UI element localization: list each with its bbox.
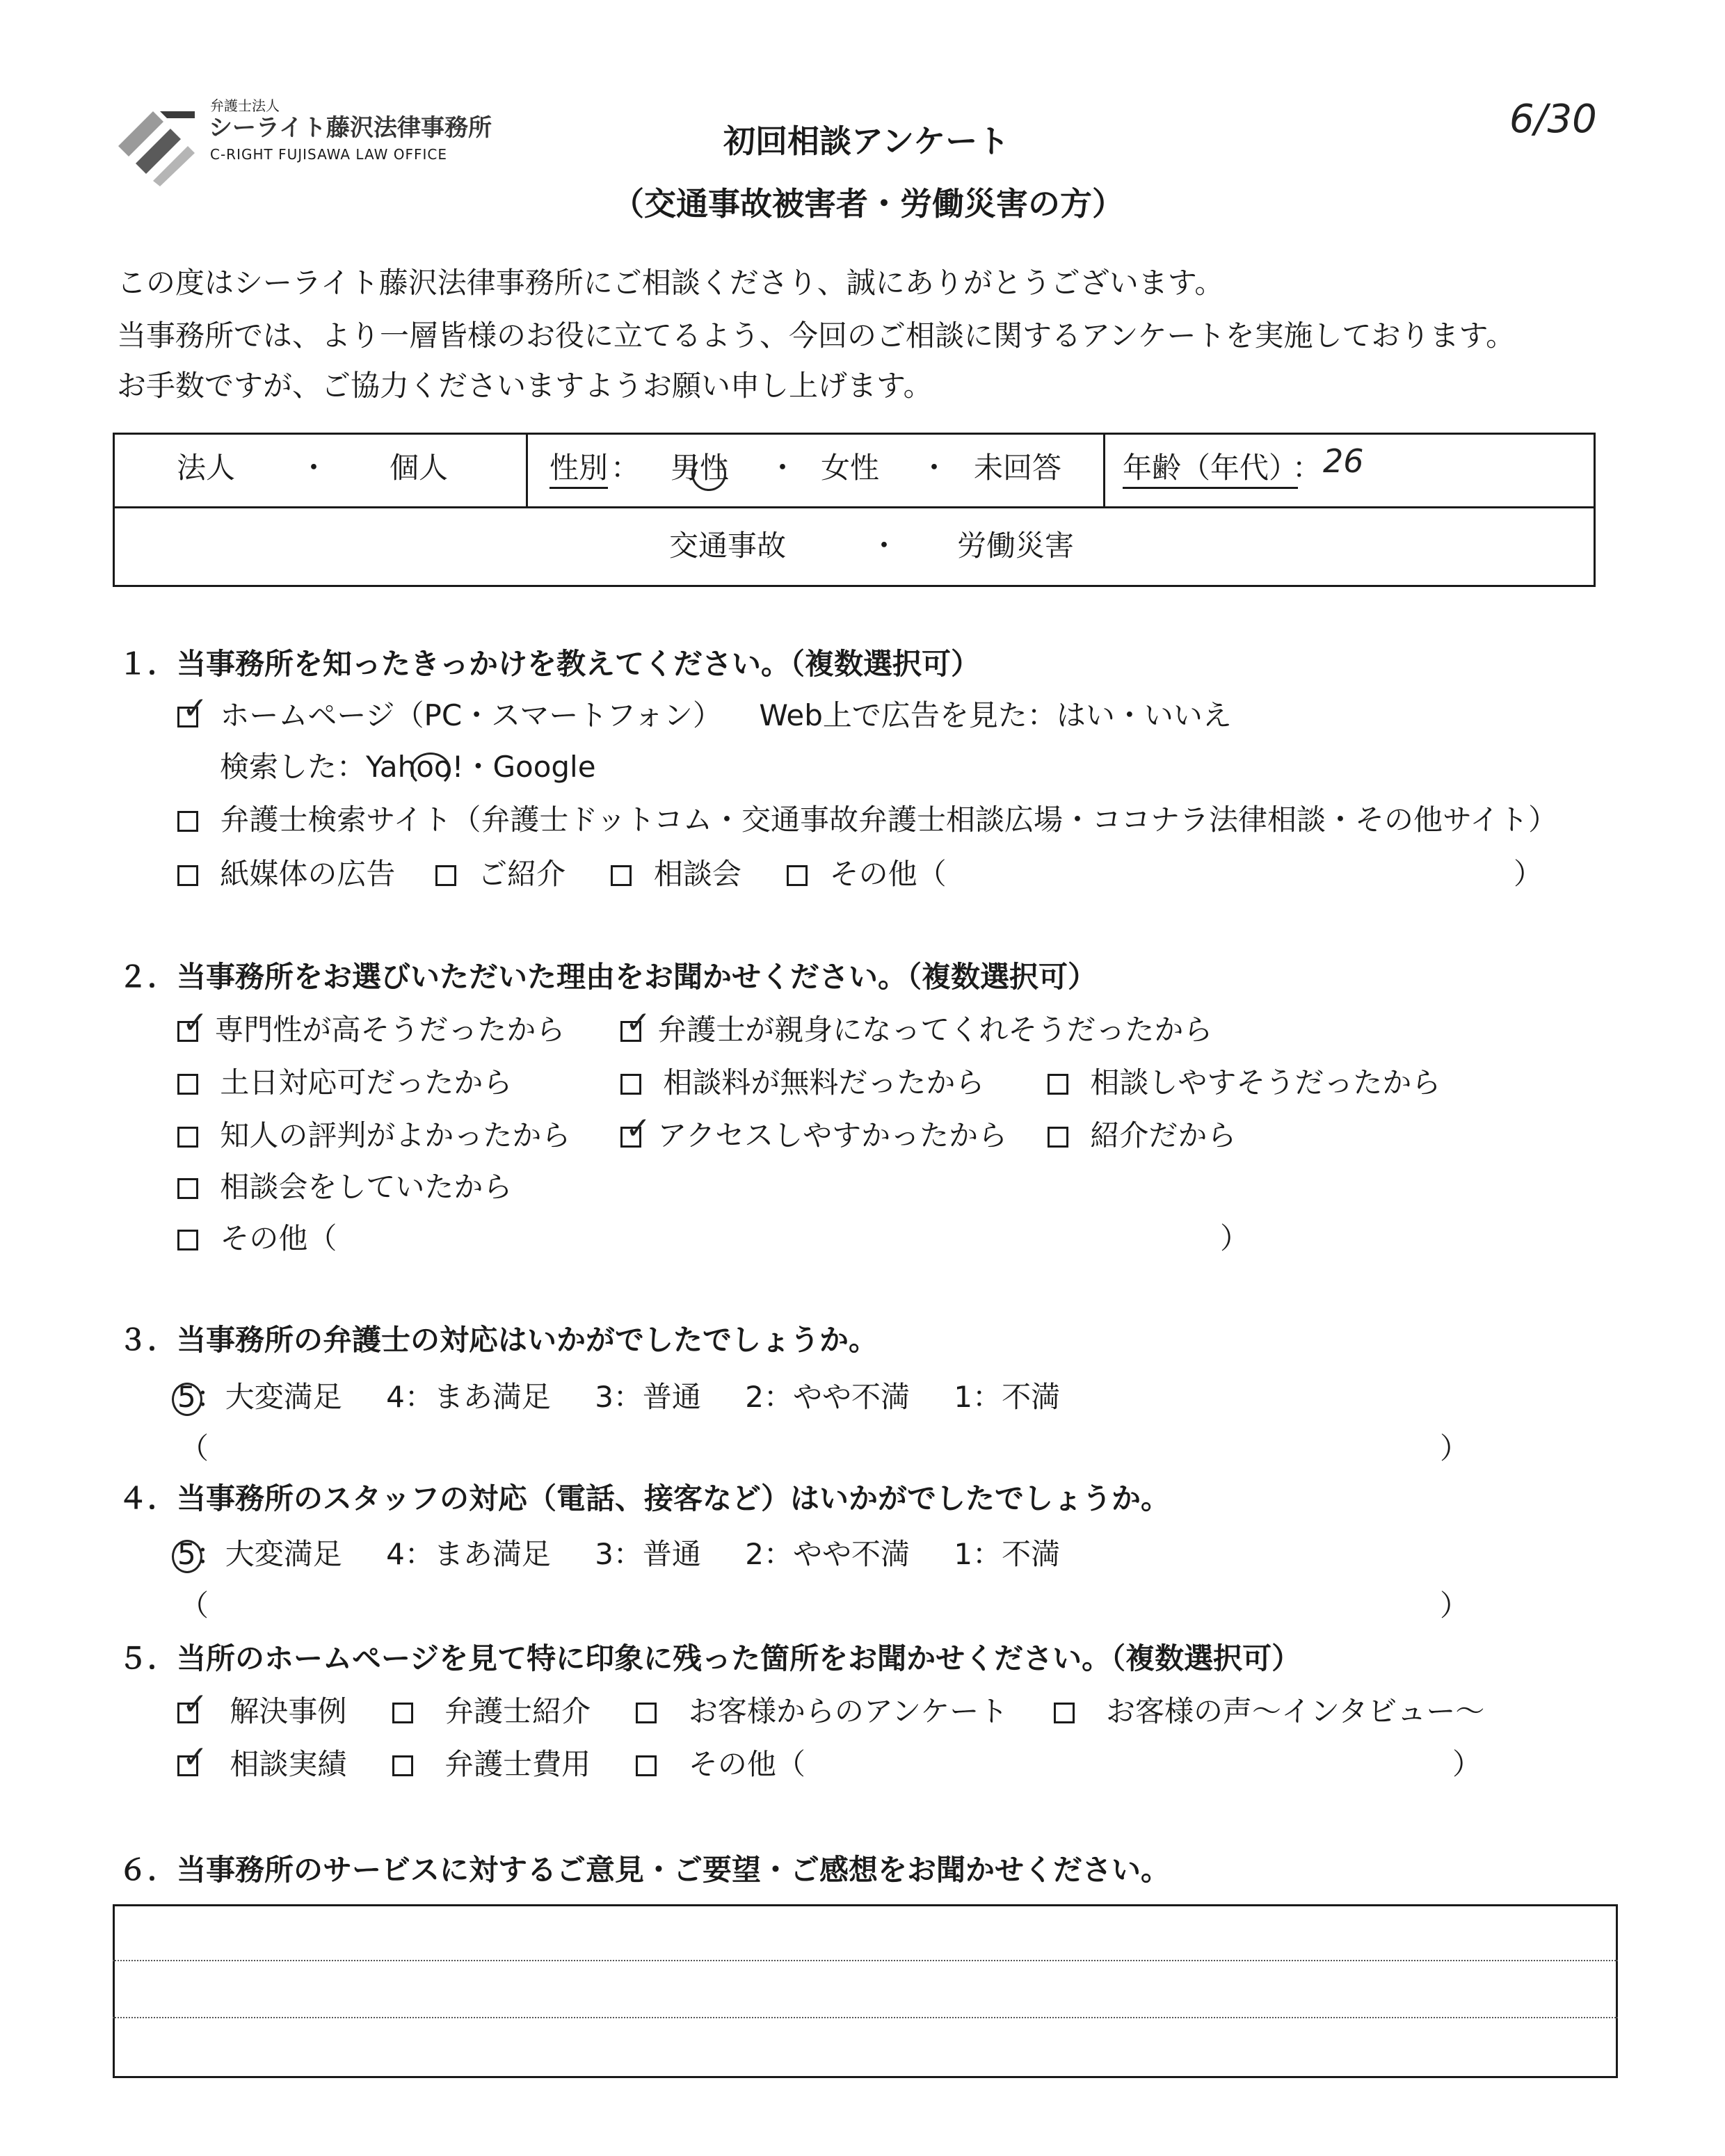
q5-other-close: ） — [1452, 1747, 1482, 1781]
separator-dot: ・ — [869, 529, 899, 563]
q1-paper-label: 紙媒体の広告 — [220, 857, 396, 891]
q5-survey-label: お客様からのアンケート — [688, 1694, 1009, 1728]
q5-survey-checkbox[interactable] — [636, 1703, 657, 1723]
q4-option-2[interactable]: 2：やや不満 — [745, 1537, 910, 1571]
q2-row-1b — [620, 1005, 1213, 1047]
q2-row-4 — [177, 1170, 512, 1205]
q5-voice-checkbox[interactable] — [1054, 1703, 1075, 1723]
q3-option-3[interactable]: 3：普通 — [595, 1380, 701, 1414]
q1-title: １．当事務所を知ったきっかけを教えてください。（複数選択可） — [118, 647, 981, 681]
q2-free-label: 相談料が無料だったから — [663, 1065, 985, 1100]
q2-access-checkbox[interactable] — [620, 1111, 651, 1148]
logo-name: シーライト藤沢法律事務所 — [209, 114, 492, 142]
option-male[interactable]: 男性 — [671, 451, 730, 485]
q6-ruled-line-1 — [113, 1960, 1618, 1961]
option-no-answer[interactable]: 未回答 — [974, 451, 1062, 485]
q2-seminar-label: 相談会をしていたから — [220, 1170, 513, 1204]
info-table-hline — [113, 506, 1596, 508]
separator-dot: ・ — [920, 451, 949, 485]
info-table-vline-2 — [1103, 433, 1105, 508]
q6-comment-box[interactable] — [113, 1904, 1618, 2078]
q2-expertise-label: 専門性が高そうだったから — [214, 1013, 565, 1047]
separator-dot: ・ — [299, 451, 329, 485]
q5-results-label: 相談実績 — [230, 1747, 347, 1781]
q4-comment-close: ） — [1440, 1588, 1470, 1623]
option-labor[interactable]: 労働災害 — [957, 529, 1075, 563]
age-label: 年齢（年代） — [1123, 451, 1298, 489]
q3-title: ３．当事務所の弁護士の対応はいかがでしたでしょうか。 — [118, 1323, 878, 1357]
q4-option-3[interactable]: 3：普通 — [595, 1537, 701, 1571]
check-mark-icon: ✓ — [625, 1005, 651, 1040]
q3-option-1[interactable]: 1：不満 — [954, 1380, 1061, 1414]
q2-referral-checkbox[interactable] — [1048, 1127, 1068, 1148]
q2-caring-checkbox[interactable] — [620, 1005, 651, 1042]
q1-portal-label: 弁護士検索サイト（弁護士ドットコム・交通事故弁護士相談広場・ココナラ法律相談・その他サイト） — [220, 803, 1558, 837]
info-table-vline-1 — [526, 433, 528, 508]
q1-other-label: その他（ — [829, 857, 947, 891]
q3-scale — [177, 1380, 1060, 1415]
check-mark-icon: ✓ — [182, 1739, 208, 1775]
q1-seminar-checkbox[interactable] — [611, 865, 632, 886]
q1-homepage-checkbox[interactable] — [177, 691, 208, 727]
q5-fees-checkbox[interactable] — [392, 1755, 413, 1776]
q2-row-5 — [177, 1221, 337, 1256]
q4-option-1[interactable]: 1：不満 — [954, 1537, 1061, 1571]
q5-title: ５．当所のホームページを見て特に印象に残った箇所をお聞かせください。（複数選択可） — [118, 1641, 1301, 1675]
q6-title: ６．当事務所のサービスに対するご意見・ご要望・ご感想をお聞かせください。 — [118, 1853, 1171, 1887]
q1-paper-checkbox[interactable] — [177, 865, 198, 886]
age-colon: ： — [1292, 451, 1322, 485]
check-mark-icon: ✓ — [625, 1111, 651, 1146]
intro-line-3: お手数ですが、ご協力くださいますようお願い申し上げます。 — [117, 369, 933, 403]
q2-row-3b — [620, 1111, 1008, 1153]
q3-option-5-number[interactable]: 5 — [177, 1380, 196, 1414]
logo-english: C-RIGHT FUJISAWA LAW OFFICE — [210, 146, 447, 163]
page-title: 初回相談アンケート — [723, 122, 1010, 160]
q2-row-3 — [177, 1118, 570, 1153]
q1-referral-label: ご紹介 — [478, 857, 566, 891]
q2-access-label: アクセスしやすかったから — [657, 1118, 1008, 1152]
q3-option-5[interactable]: ：大変満足 — [195, 1380, 342, 1414]
q4-option-4[interactable]: 4：まあ満足 — [386, 1537, 551, 1571]
q1-web-ad-label: Web上で広告を見た：はい・いいえ — [759, 698, 1232, 732]
page-subtitle: （交通事故被害者・労働災害の方） — [612, 185, 1124, 223]
q4-title: ４．当事務所のスタッフの対応（電話、接客など）はいかがでしたでしょうか。 — [118, 1481, 1171, 1515]
q5-results-checkbox[interactable] — [177, 1739, 208, 1776]
yahoo-circle-mark — [410, 753, 451, 787]
q5-lawyers-checkbox[interactable] — [392, 1703, 413, 1723]
q2-weekend-checkbox[interactable] — [177, 1074, 198, 1095]
q2-seminar-checkbox[interactable] — [177, 1178, 198, 1199]
q4-comment-open: （ — [179, 1588, 209, 1623]
q2-row-2 — [177, 1065, 512, 1100]
q5-row-1 — [177, 1687, 1485, 1729]
q1-other-close: ） — [1514, 857, 1543, 891]
q5-fees-label: 弁護士費用 — [444, 1747, 591, 1781]
q3-comment-close: ） — [1440, 1431, 1470, 1465]
q4-scale — [177, 1537, 1060, 1572]
q2-row-2c — [1048, 1065, 1441, 1100]
q2-reputation-label: 知人の評判がよかったから — [220, 1118, 571, 1152]
q3-option-4[interactable]: 4：まあ満足 — [386, 1380, 551, 1414]
q4-option-5[interactable]: ：大変満足 — [195, 1537, 342, 1571]
q3-comment-open: （ — [179, 1431, 209, 1465]
q1-referral-checkbox[interactable] — [435, 865, 456, 886]
male-circle-mark — [691, 456, 726, 491]
intro-line-2: 当事務所では、より一層皆様のお役に立てるよう、今回のご相談に関するアンケートを実施しております。 — [117, 319, 1516, 353]
gender-colon: ： — [611, 451, 641, 485]
q2-easy-checkbox[interactable] — [1048, 1074, 1068, 1095]
q1-search-label: 検索した：Yahoo!・Google — [220, 750, 596, 784]
q5-cases-checkbox[interactable] — [177, 1687, 208, 1723]
q5-other-checkbox[interactable] — [636, 1755, 657, 1776]
q5-row-2 — [177, 1739, 805, 1782]
q6-ruled-line-2 — [113, 2017, 1618, 2018]
logo — [111, 97, 501, 188]
q3-option-2[interactable]: 2：やや不満 — [745, 1380, 910, 1414]
separator-dot: ・ — [768, 451, 798, 485]
q2-other-close: ） — [1220, 1221, 1250, 1255]
q2-title: ２．当事務所をお選びいただいた理由をお聞かせください。（複数選択可） — [118, 960, 1098, 994]
logo-mark-icon — [111, 97, 202, 188]
q1-row-4 — [177, 857, 947, 892]
q1-other-checkbox[interactable] — [787, 865, 808, 886]
option-traffic[interactable]: 交通事故 — [669, 529, 787, 563]
q1-seminar-label: 相談会 — [653, 857, 741, 891]
option-individual[interactable]: 個人 — [390, 451, 449, 485]
q5-voice-label: お客様の声～インタビュー～ — [1106, 1694, 1485, 1728]
q1-row-3 — [177, 803, 1557, 837]
q2-referral-label: 紹介だから — [1090, 1118, 1237, 1152]
q2-other-label: その他（ — [220, 1221, 337, 1255]
option-female[interactable]: 女性 — [821, 451, 880, 485]
check-mark-icon: ✓ — [182, 691, 208, 726]
check-mark-icon: ✓ — [182, 1005, 208, 1040]
q5-other-label: その他（ — [688, 1747, 805, 1781]
q2-row-3c — [1048, 1118, 1236, 1153]
check-mark-icon: ✓ — [182, 1687, 208, 1722]
age-value[interactable]: 26 — [1323, 442, 1364, 480]
logo-small-text: 弁護士法人 — [210, 97, 280, 114]
q2-other-checkbox[interactable] — [177, 1230, 198, 1250]
q1-row-1 — [177, 691, 1232, 733]
q2-row-2b — [620, 1065, 984, 1100]
q1-homepage-label: ホームページ（PC・スマートフォン） — [220, 698, 722, 732]
q2-caring-label: 弁護士が親身になってくれそうだったから — [657, 1013, 1213, 1047]
q2-expertise-checkbox[interactable] — [177, 1005, 208, 1042]
q2-row-1 — [177, 1005, 565, 1047]
q1-portal-checkbox[interactable] — [177, 811, 198, 832]
q5-cases-label: 解決事例 — [230, 1694, 347, 1728]
q2-easy-label: 相談しやすそうだったから — [1090, 1065, 1441, 1100]
q2-free-checkbox[interactable] — [620, 1074, 641, 1095]
q4-option-5-number[interactable]: 5 — [177, 1537, 196, 1571]
q2-weekend-label: 土日対応可だったから — [220, 1065, 513, 1100]
intro-line-1: この度はシーライト藤沢法律事務所にご相談くださり、誠にありがとうございます。 — [117, 266, 1224, 300]
gender-label: 性別 — [549, 451, 608, 489]
q2-reputation-checkbox[interactable] — [177, 1127, 198, 1148]
q5-lawyers-label: 弁護士紹介 — [444, 1694, 591, 1728]
option-corp[interactable]: 法人 — [177, 451, 236, 485]
handwritten-date: 6/30 — [1509, 97, 1597, 142]
